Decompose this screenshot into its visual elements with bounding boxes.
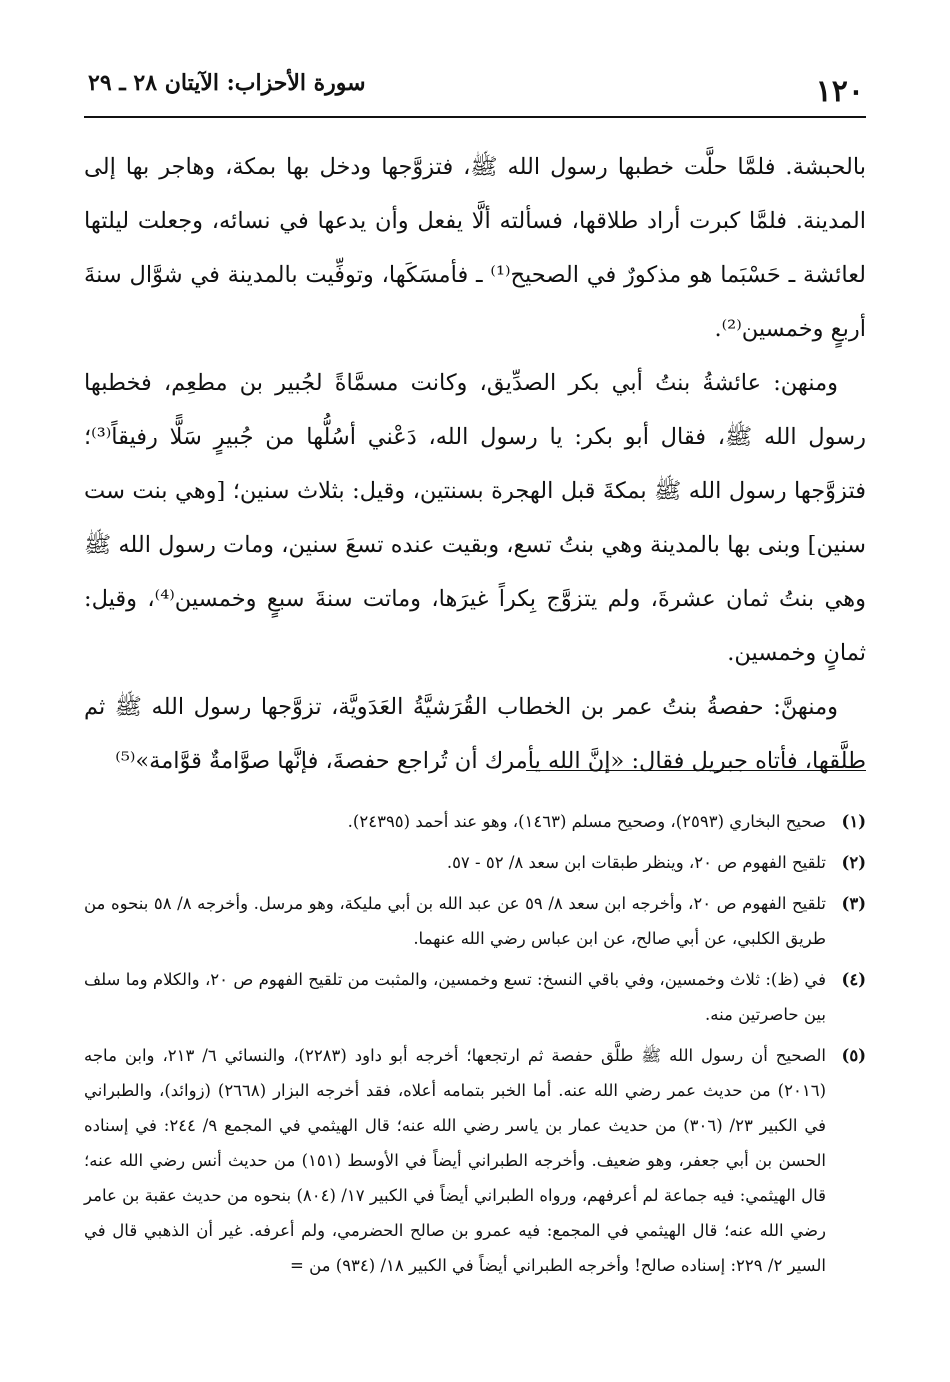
footnote-number: (١) (841, 812, 866, 831)
main-text (84, 140, 866, 788)
footnote-number: (٤) (841, 970, 866, 989)
page-number: ١٢٠ (815, 74, 864, 109)
footnote-number: (٣) (841, 894, 866, 913)
running-title: سورة الأحزاب: الآيتان ٢٨ ـ ٢٩ (88, 70, 366, 96)
footnote (84, 845, 866, 880)
footnote-text: الصحيح أن رسول الله ﷺ طلَّق حفصة ثم ارتجعها؛ أخرجه أبو داود (٢٢٨٣)، والنسائي ٦/ ٢١٣، وابن ماجه (٢٠١٦) من حديث عمر رضي الله عنه. أما الخبر بتمامه أعلاه، فقد أخرجه البزار (٢٦٦٨) (زوائد)، والطبراني في الكبير ٢٣/ (٣٠٦) من حديث عمار بن ياسر رضي الله عنه؛ قال الهيثمي في المجمع ٩/ ٢٤٤: في إسناده الحسن بن أبي جعفر، وهو ضعيف. وأخرجه الطبراني أيضاً في الأوسط (١٥١) من حديث أنس رضي الله عنه؛ قال الهيثمي: فيه جماعة لم أعرفهم، ورواه الطبراني أيضاً في الكبير ١٧/ (٨٠٤) بنحوه من حديث عقبة بن عامر رضي الله عنه؛ قال الهيثمي في المجمع: فيه عمرو بن صالح الحضرمي، ولم أعرفه. غير أن الذهبي قال في السير ٢/ ٢٢٩: إسناده صالح! وأخرجه الطبراني أيضاً في الكبير ١٨/ (٩٣٤) من = (84, 1046, 826, 1275)
paragraph-sawda-end: بالحبشة. فلمَّا حلَّت خطبها رسول الله ﷺ، فتزوَّجها ودخل بها بمكة، وهاجر بها إلى المدينة. فلمَّا كبرت أراد طلاقها، فسألته ألَّا يفعل وأن يدعها في نسائه، وجعلت ليلتها لعائشة ـ حَسْبَما هو مذكورٌ في الصحيح⁽¹⁾ ـ فأمسَكَها، وتوفِّيت بالمدينة في شوَّال سنةَ أربعٍ وخمسين⁽²⁾. (84, 154, 866, 342)
footnote-text: صحيح البخاري (٢٥٩٣)، وصحيح مسلم (١٤٦٣)، وهو عند أحمد (٢٤٣٩٥). (347, 812, 826, 831)
page-header (84, 66, 866, 110)
footnote (84, 804, 866, 839)
footnote-text: تلقيح الفهوم ص ٢٠، وأخرجه ابن سعد ٨/ ٥٩ عن عبد الله بن أبي مليكة، وهو مرسل. وأخرجه ٨/ ٥٨ بنحوه من طريق الكلبي، عن أبي صالح، عن ابن عباس رضي الله عنهما. (84, 894, 826, 948)
paragraph-aisha: ومنهن: عائشةُ بنتُ أبي بكر الصدِّيق، وكانت مسمَّاةً لجُبير بن مطعِم، فخطبها رسول الله ﷺ، فقال أبو بكر: يا رسول الله، دَعْني أسُلُّها من جُبيرٍ سَلًّا رفيقاً⁽³⁾؛ فتزوَّجها رسول الله ﷺ بمكةَ قبل الهجرة بسنتين، وقيل: بثلاث سنين؛ [وهي بنت ست سنين] وبنى بها بالمدينة وهي بنتُ تسع، وبقيت عنده تسعَ سنين، ومات رسول الله ﷺ وهي بنتُ ثمان عشرةَ، ولم يتزوَّج بِكراً غيرَها، وماتت سنةَ سبعٍ وخمسين⁽⁴⁾، وقيل: ثمانٍ وخمسين. (84, 370, 866, 666)
footnote-text: تلقيح الفهوم ص ٢٠، وينظر طبقات ابن سعد ٨/ ٥٢ - ٥٧. (446, 853, 826, 872)
footnote-text: في (ظ): ثلاث وخمسين، وفي باقي النسخ: تسع وخمسين، والمثبت من تلقيح الفهوم ص ٢٠، والكلام وما سلف بين حاصرتين منه. (84, 970, 826, 1024)
footnote-number: (٢) (841, 853, 866, 872)
footnote (84, 886, 866, 956)
footnote (84, 962, 866, 1032)
footnote-number: (٥) (841, 1046, 866, 1065)
header-divider (84, 116, 866, 118)
paragraph-hafsa: ومنهنَّ: حفصةُ بنتُ عمر بن الخطاب القُرَشيَّةُ العَدَويَّة، تزوَّجها رسول الله ﷺ ثم طلَّقها، فأتاه جبريل فقال: «إنَّ الله يأمرك أن تُراجع حفصةَ، فإنَّها صوَّامةٌ قوَّامة»⁽⁵⁾ (84, 694, 866, 774)
footnote (84, 1038, 866, 1283)
footnote-divider (526, 770, 866, 771)
footnotes (84, 804, 866, 1289)
